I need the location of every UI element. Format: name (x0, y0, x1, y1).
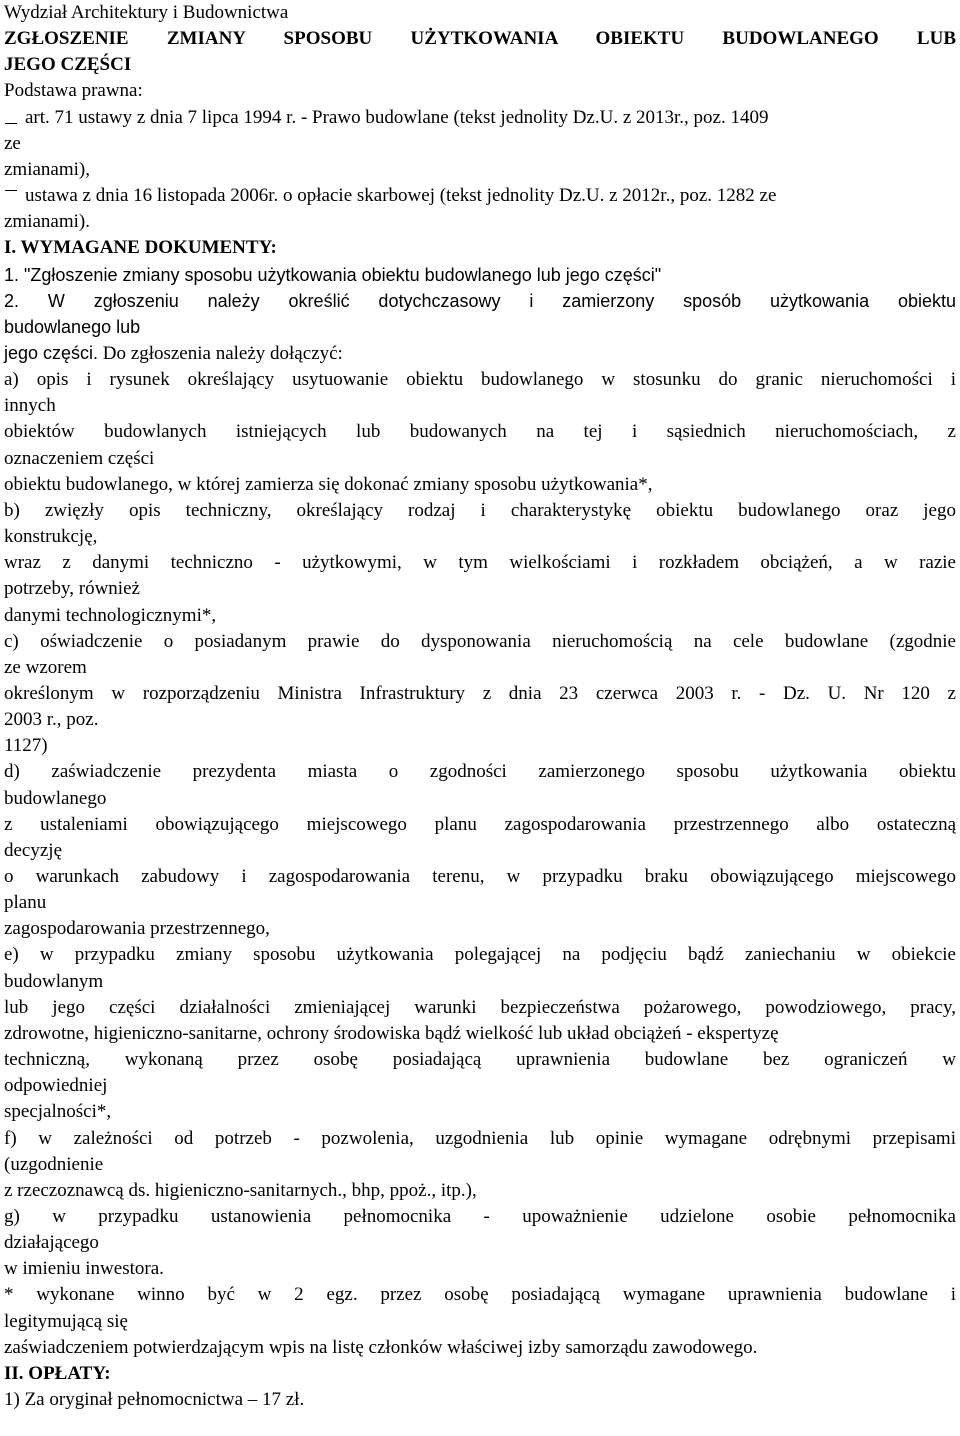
item-b-line: potrzeby, również (4, 578, 140, 600)
item-f-line: z rzeczoznawcą ds. higieniczno-sanitarnych., bhp, ppoż., itp.), (4, 1179, 477, 1201)
item-b-line: konstrukcję, (4, 526, 98, 548)
item-d-line: decyzję (4, 839, 63, 861)
legal-basis-item-1-cont2: zmianami), (4, 158, 90, 180)
bullet-dash-icon (5, 190, 17, 191)
legal-basis-item-1 (4, 105, 956, 131)
item-b-line: b) zwięzły opis techniczny, określający rodzaj i charakterystykę obiektu budowlanego oraz jego (4, 499, 956, 521)
item-f-line: (uzgodnienie (4, 1153, 104, 1175)
item-a-line: a) opis i rysunek określający usytuowanie obiektu budowlanego w stosunku do granic nieruchomości i (4, 369, 956, 391)
legal-basis-item-1-cont: ze (4, 132, 21, 154)
item-d-line: zagospodarowania przestrzennego, (4, 918, 270, 940)
item-c-line: ze wzorem (4, 656, 87, 678)
legal-basis-item-2-text: ustawa z dnia 16 listopada 2006r. o opłacie skarbowej (tekst jednolity Dz.U. z 2012r., poz. 1282 ze (25, 185, 777, 207)
item-e-line: specjalności*, (4, 1101, 112, 1123)
item-e-line: lub jego części działalności zmieniającej warunki bezpieczeństwa pożarowego, powodziowego, pracy, (4, 996, 956, 1018)
legal-basis-item-1-text: art. 71 ustawy z dnia 7 lipca 1994 r. - Prawo budowlane (tekst jednolity Dz.U. z 2013r., poz. 1409 (25, 106, 769, 128)
legal-basis-item-2-cont: zmianami). (4, 211, 90, 233)
section-1-point-2: 2. W zgłoszeniu należy określić dotychczasowy i zamierzony sposób użytkowania obiektu (4, 290, 956, 311)
section-1-point-2-cont2 (4, 340, 956, 367)
item-d-line: o warunkach zabudowy i zagospodarowania terenu, w przypadku braku obowiązującego miejscowego (4, 866, 956, 887)
item-g-line: działającego (4, 1232, 99, 1254)
item-c-line: 1127) (4, 735, 48, 757)
item-c-line: 2003 r., poz. (4, 709, 99, 731)
item-d-line: budowlanego (4, 787, 107, 809)
item-a-line: obiektów budowlanych istniejących lub budowanych na tej i sąsiednich nieruchomościach, z (4, 421, 956, 443)
section-1-point-2-part-b: Do zgłoszenia należy dołączyć: (98, 343, 343, 364)
item-g-line: w imieniu inwestora. (4, 1258, 164, 1280)
item-g-line: g) w przypadku ustanowienia pełnomocnika - upoważnienie udzielone osobie pełnomocnika (4, 1205, 956, 1227)
item-b-line: danymi technologicznymi*, (4, 604, 217, 626)
section-1-point-1: 1. "Zgłoszenie zmiany sposobu użytkowania obiektu budowlanego lub jego części" (4, 264, 662, 285)
item-e-line: odpowiedniej (4, 1075, 108, 1097)
item-e-line: techniczną, wykonaną przez osobę posiadającą uprawnienia budowlane bez ograniczeń w (4, 1049, 956, 1071)
legal-basis-item-2 (4, 183, 956, 209)
item-c-line: c) oświadczenie o posiadanym prawie do dysponowania nieruchomością na cele budowlane (zgodnie (4, 630, 956, 652)
item-c-line: określonym w rozporządzeniu Ministra Infrastruktury z dnia 23 czerwca 2003 r. - Dz. U. Nr 120 z (4, 682, 956, 704)
item-d-line: z ustaleniami obowiązującego miejscowego planu zagospodarowania przestrzennego albo ostateczną (4, 813, 956, 835)
item-a-line: obiektu budowlanego, w której zamierza się dokonać zmiany sposobu użytkowania*, (4, 473, 653, 495)
bullet-dash-icon (5, 123, 17, 124)
document-title-line1: ZGŁOSZENIE ZMIANY SPOSOBU UŻYTKOWANIA OBIEKTU BUDOWLANEGO LUB (4, 28, 956, 50)
fee-item-1: 1) Za oryginał pełnomocnictwa – 17 zł. (4, 1389, 305, 1411)
section-1-point-2-part-a: jego części. (4, 343, 99, 363)
footnote-line: legitymującą się (4, 1310, 128, 1332)
item-a-line: innych (4, 395, 56, 417)
item-b-line: wraz z danymi techniczno - użytkowymi, w tym wielkościami i rozkładem obciążeń, a w razie (4, 552, 956, 574)
section-2-heading: II. OPŁATY: (4, 1362, 111, 1384)
item-d-line: d) zaświadczenie prezydenta miasta o zgodności zamierzonego sposobu użytkowania obiektu (4, 761, 956, 783)
section-1-point-2-cont: budowlanego lub (4, 316, 141, 337)
document-title-line2: JEGO CZĘŚCI (4, 54, 132, 76)
item-f-line: f) w zależności od potrzeb - pozwolenia, uzgodnienia lub opinie wymagane odrębnymi przepisami (4, 1127, 956, 1149)
legal-basis-label: Podstawa prawna: (4, 80, 143, 102)
item-e-line: budowlanym (4, 970, 104, 992)
item-a-line: oznaczeniem części (4, 447, 155, 469)
footnote-line: zaświadczeniem potwierdzającym wpis na listę członków właściwej izby samorządu zawodowego. (4, 1336, 758, 1358)
section-1-heading: I. WYMAGANE DOKUMENTY: (4, 237, 277, 259)
item-e-line: zdrowotne, higieniczno-sanitarne, ochrony środowiska bądź wielkość lub układ obciążeń - ekspertyzę (4, 1022, 779, 1044)
item-e-line: e) w przypadku zmiany sposobu użytkowania polegającej na podjęciu bądź zaniechaniu w obiekcie (4, 944, 956, 966)
faculty-name: Wydział Architektury i Budownictwa (4, 2, 289, 23)
document-page (4, 0, 956, 1413)
footnote-line: * wykonane winno być w 2 egz. przez osobę posiadającą wymagane uprawnienia budowlane i (4, 1284, 956, 1306)
item-d-line: planu (4, 892, 47, 914)
